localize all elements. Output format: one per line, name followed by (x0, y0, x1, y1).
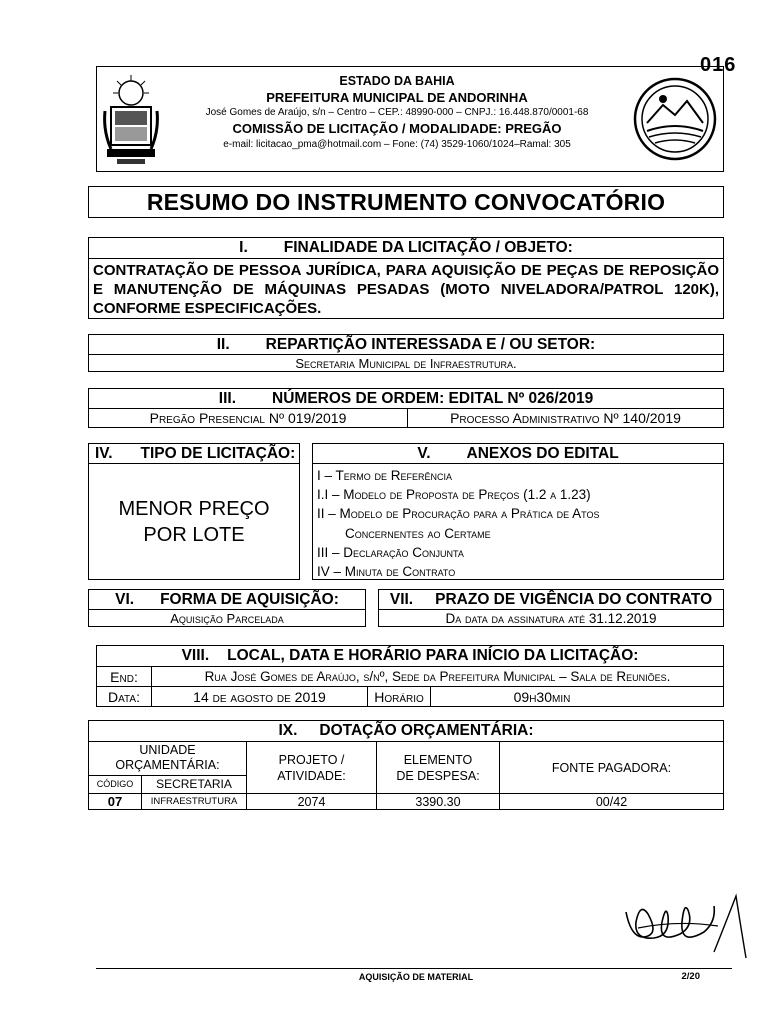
elemento-header-l1: ELEMENTO (403, 752, 473, 767)
document-title-box (88, 186, 724, 218)
header-contact: e-mail: licitacao_pma@hotmail.com – Fone: (74) 3529-1060/1024–Ramal: 305 (223, 139, 571, 150)
section-tipo-licitacao (88, 443, 300, 580)
section-title: LOCAL, DATA E HORÁRIO PARA INÍCIO DA LICITAÇÃO: (227, 647, 639, 664)
section-title: TIPO DE LICITAÇÃO: (140, 444, 296, 462)
section-anexos (312, 443, 724, 580)
page-stamp-number: 016 (700, 54, 737, 76)
municipal-seal-logo (633, 77, 717, 161)
budget-table-header (89, 741, 723, 793)
section-object-text: CONTRATAÇÃO DE PESSOA JURÍDICA, PARA AQUISIÇÃO DE PEÇAS DE REPOSIÇÃO E MANUTENÇÃO DE MÁQUINAS PESADAS (MOTO NIVELADORA/PATROL 120K), CONFORME ESPECIFICAÇÕES. (89, 258, 723, 318)
anexo-item: IV – Minuta de Contrato (317, 564, 456, 580)
codigo-value: 07 (107, 794, 123, 809)
prazo-vigencia-text: Da data da assinatura até 31.12.2019 (379, 609, 723, 626)
licitacao-type-line1: MENOR PREÇO (118, 497, 270, 520)
section-reparticao (88, 334, 724, 372)
horario-value: 09h30min (513, 688, 571, 705)
projeto-value: 2074 (246, 794, 376, 809)
section-local-data (96, 645, 724, 707)
section-title: REPARTIÇÃO INTERESSADA E / OU SETOR: (265, 335, 596, 353)
footer-page-number: 2/20 (681, 971, 700, 982)
header-address: José Gomes de Araújo, s/n – Centro – CEP.: 48990-000 – CNPJ.: 16.448.870/0001-68 (205, 107, 589, 118)
horario-label: Horário (367, 687, 431, 706)
processo-number: Processo Administrativo Nº 140/2019 (407, 409, 723, 427)
data-label: Data: (108, 688, 140, 705)
secretaria-value: INFRAESTRUTURA (141, 794, 246, 809)
anexo-item: III – Declaração Conjunta (317, 544, 464, 560)
section-number: VI. (115, 590, 135, 608)
section-title: PRAZO DE VIGÊNCIA DO CONTRATO (435, 590, 713, 608)
pregao-number: Pregão Presencial Nº 019/2019 (149, 410, 347, 426)
table-row (89, 793, 723, 809)
header-commission: COMISSÃO DE LICITAÇÃO / MODALIDADE: PREGÃO (232, 121, 562, 136)
section-title: FORMA DE AQUISIÇÃO: (160, 590, 339, 608)
projeto-header-l2: ATIVIDADE: (277, 768, 346, 783)
footer-rule (96, 968, 732, 969)
section-forma-aquisicao (88, 589, 366, 627)
section-numeros-ordem (88, 388, 724, 428)
section-title: NÚMEROS DE ORDEM: EDITAL Nº 026/2019 (272, 389, 594, 407)
coat-of-arms-logo (101, 71, 161, 167)
anexo-item: I.I – Modelo de Proposta de Preços (1.2 a 1.23) (317, 487, 591, 503)
section-title: FINALIDADE DA LICITAÇÃO / OBJETO: (283, 239, 573, 256)
section-number: IV. (95, 444, 113, 462)
section-number: VII. (389, 590, 414, 608)
section-finalidade (88, 237, 724, 319)
licitacao-type-line2: POR LOTE (143, 523, 245, 546)
anexo-item: I – Termo de Referência (317, 468, 453, 483)
section-number: I. (239, 239, 248, 256)
footer-title: AQUISIÇÃO DE MATERIAL (358, 972, 474, 982)
end-label: End: (110, 668, 138, 685)
section-title: ANEXOS DO EDITAL (466, 444, 619, 462)
section-prazo-vigencia (378, 589, 724, 627)
header-state: ESTADO DA BAHIA (339, 74, 455, 88)
fonte-header: FONTE PAGADORA: (499, 742, 723, 793)
section-number: II. (216, 335, 230, 353)
elemento-header-l2: DE DESPESA: (396, 768, 480, 783)
document-title: RESUMO DO INSTRUMENTO CONVOCATÓRIO (146, 188, 666, 215)
end-value: Rua José Gomes de Araújo, s/nº, Sede da Prefeitura Municipal – Sala de Reuniões. (151, 667, 723, 686)
letterhead (96, 66, 724, 172)
unidade-header-l1: UNIDADE (139, 743, 196, 758)
handwritten-signature (618, 892, 750, 966)
anexo-item: II – Modelo de Procuração para a Prática de Atos (317, 506, 600, 522)
codigo-header: CÓDIGO (96, 779, 134, 790)
secretaria-header: SECRETARIA (141, 776, 246, 793)
section-department-text: Secretaria Municipal de Infraestrutura. (89, 354, 723, 371)
anexo-item: Concernentes ao Certame (345, 525, 491, 541)
forma-aquisicao-text: Aquisição Parcelada (89, 609, 365, 626)
projeto-header-l1: PROJETO / (278, 752, 345, 767)
data-value: 14 de agosto de 2019 (151, 687, 367, 706)
section-number: VIII. (181, 647, 210, 664)
fonte-value: 00/42 (499, 794, 723, 809)
elemento-value: 3390.30 (376, 794, 499, 809)
section-dotacao (88, 720, 724, 810)
unidade-header-l2: ORÇAMENTÁRIA: (115, 758, 220, 773)
section-number: IX. (278, 722, 298, 739)
section-number: V. (417, 444, 431, 462)
header-prefecture: PREFEITURA MUNICIPAL DE ANDORINHA (266, 90, 528, 105)
section-number: III. (218, 389, 237, 407)
section-title: DOTAÇÃO ORÇAMENTÁRIA: (319, 722, 534, 739)
